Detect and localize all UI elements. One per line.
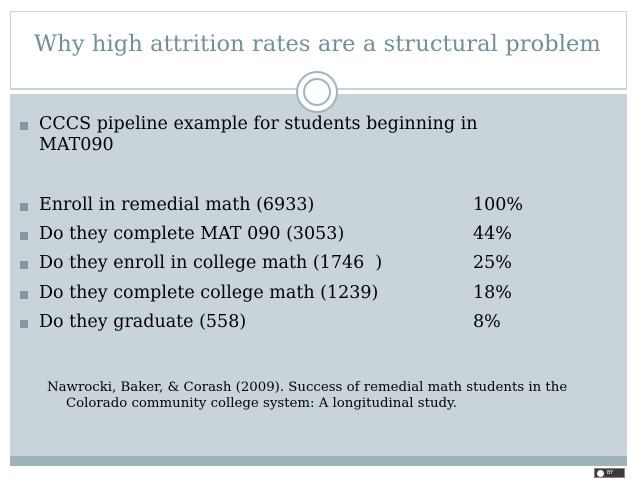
item-label: Do they complete MAT 090 (3053) xyxy=(39,224,345,244)
creative-commons-badge[interactable] xyxy=(594,468,625,478)
bullet-icon xyxy=(20,291,28,299)
cc-by-label: BY xyxy=(607,470,614,476)
list-item xyxy=(20,195,314,215)
list-item xyxy=(20,224,344,244)
bullet-icon xyxy=(20,122,28,130)
intro-line-2: MAT090 xyxy=(39,135,114,155)
item-percent: 18% xyxy=(473,283,512,303)
bullet-icon xyxy=(20,320,28,328)
footer-band xyxy=(10,456,627,466)
list-item xyxy=(20,253,382,273)
item-percent: 25% xyxy=(473,253,512,273)
intro-text xyxy=(39,114,477,156)
item-label: Do they complete college math (1239) xyxy=(39,283,379,303)
cc-icon xyxy=(597,470,604,477)
reference-line-1: Nawrocki, Baker, & Corash (2009). Success of remedial math students in the xyxy=(47,380,568,395)
item-label: Do they graduate (558) xyxy=(39,312,247,332)
intro-bullet xyxy=(20,114,477,156)
bullet-icon xyxy=(20,232,28,240)
slide-title: Why high attrition rates are a structural problem xyxy=(34,31,601,57)
reference-citation xyxy=(47,380,607,412)
list-item xyxy=(20,283,378,303)
item-percent: 100% xyxy=(473,195,524,215)
reference-line-2: Colorado community college system: A longitudinal study. xyxy=(66,396,457,411)
bullet-icon xyxy=(20,203,28,211)
item-percent: 44% xyxy=(473,224,512,244)
decorative-inner-ring-icon xyxy=(303,78,331,106)
item-label: Enroll in remedial math (6933) xyxy=(39,195,315,215)
item-percent: 8% xyxy=(473,312,501,332)
item-label: Do they enroll in college math (1746 ) xyxy=(39,253,383,273)
intro-line-1: CCCS pipeline example for students beginning in xyxy=(39,114,478,134)
bullet-icon xyxy=(20,261,28,269)
list-item xyxy=(20,312,246,332)
